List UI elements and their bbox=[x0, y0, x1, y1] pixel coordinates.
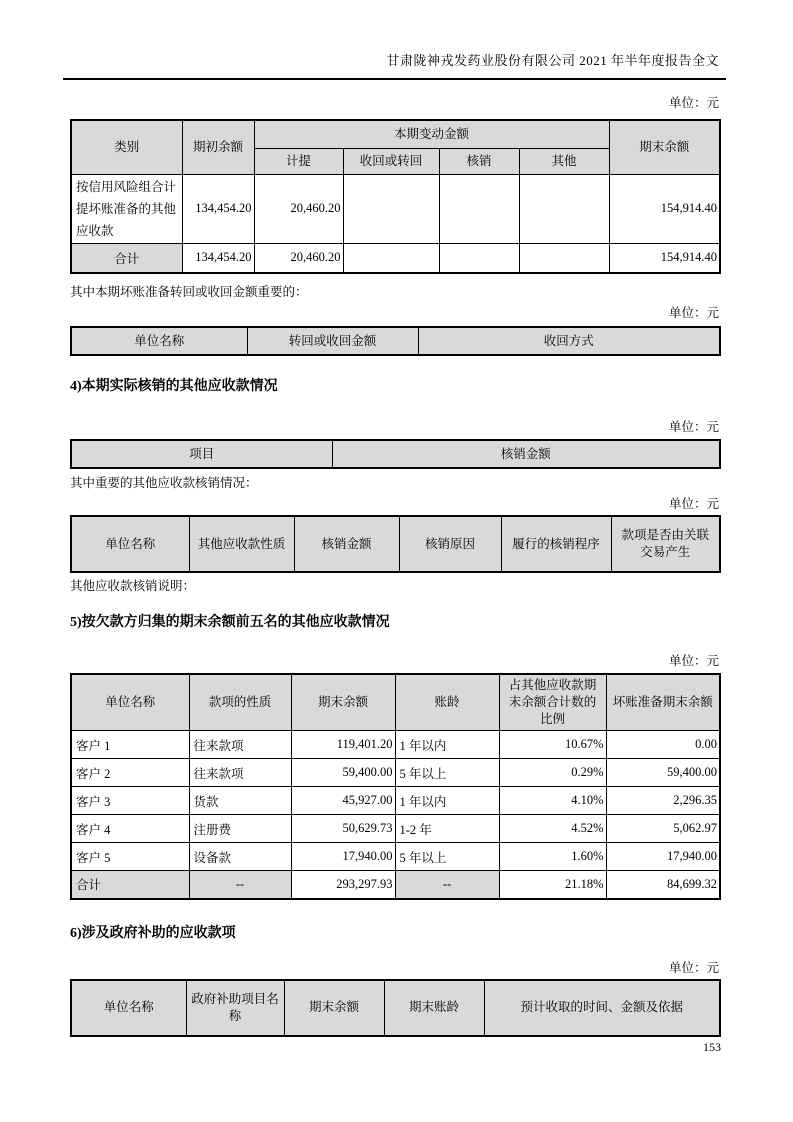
cell-other bbox=[519, 243, 609, 273]
cell-proportion: 10.67% bbox=[499, 731, 606, 759]
unit-label: 单位：元 bbox=[668, 306, 719, 320]
cell-nature: 往来款项 bbox=[189, 759, 291, 787]
section-6-heading: 6)涉及政府补助的应收款项 bbox=[70, 925, 236, 941]
col-header: 核销原因 bbox=[399, 516, 501, 572]
table-row bbox=[71, 174, 720, 243]
cell-proportion: 1.60% bbox=[499, 843, 606, 871]
col-header-group: 本期变动金额 bbox=[254, 120, 609, 148]
cell-balance: 17,940.00 bbox=[291, 843, 395, 871]
table-header-row bbox=[71, 440, 720, 468]
col-header: 账龄 bbox=[395, 674, 499, 731]
cell-closing: 154,914.40 bbox=[609, 243, 720, 273]
cell-proportion: 21.18% bbox=[499, 871, 606, 899]
col-header: 单位名称 bbox=[71, 674, 189, 731]
col-header: 收回方式 bbox=[418, 327, 720, 355]
cell-aging: 1-2 年 bbox=[395, 815, 499, 843]
cell-opening: 134,454.20 bbox=[182, 243, 254, 273]
col-header: 类别 bbox=[71, 120, 182, 174]
col-header: 预计收取的时间、金额及依据 bbox=[484, 980, 720, 1036]
col-header: 核销 bbox=[439, 148, 519, 174]
cell-aging: 1 年以内 bbox=[395, 787, 499, 815]
reversal-note-text: 其中本期坏账准备转回或收回金额重要的： bbox=[70, 285, 308, 299]
cell-customer: 客户 3 bbox=[71, 787, 189, 815]
table-total-row bbox=[71, 871, 720, 899]
cell-customer: 客户 4 bbox=[71, 815, 189, 843]
cell-provision: 2,296.35 bbox=[606, 787, 720, 815]
header-divider bbox=[63, 78, 726, 80]
cell-opening: 134,454.20 bbox=[182, 174, 254, 243]
col-header: 计提 bbox=[254, 148, 343, 174]
col-header: 其他应收款性质 bbox=[189, 516, 294, 572]
page-number: 153 bbox=[703, 1040, 721, 1054]
cell-closing: 154,914.40 bbox=[609, 174, 720, 243]
cell-balance: 45,927.00 bbox=[291, 787, 395, 815]
cell-proportion: 4.52% bbox=[499, 815, 606, 843]
col-header: 期末账龄 bbox=[384, 980, 484, 1036]
table-row bbox=[71, 731, 720, 759]
table-row bbox=[71, 787, 720, 815]
unit-label: 单位：元 bbox=[668, 960, 719, 975]
cell-customer: 客户 1 bbox=[71, 731, 189, 759]
section-5-heading: 5)按欠款方归集的期末余额前五名的其他应收款情况 bbox=[70, 615, 390, 630]
cell-total-label: 合计 bbox=[71, 243, 182, 273]
cell-provision: 84,699.32 bbox=[606, 871, 720, 899]
cell-recover bbox=[343, 243, 439, 273]
col-header: 项目 bbox=[71, 440, 332, 468]
table-header-row bbox=[71, 327, 720, 355]
col-header: 政府补助项目名称 bbox=[186, 980, 284, 1036]
cell-balance: 119,401.20 bbox=[291, 731, 395, 759]
col-header: 单位名称 bbox=[71, 516, 189, 572]
cell-provision: 59,400.00 bbox=[606, 759, 720, 787]
table-header-row bbox=[71, 674, 720, 731]
cell-aging: 1 年以内 bbox=[395, 731, 499, 759]
cell-writeoff bbox=[439, 243, 519, 273]
cell-provision: 0.00 bbox=[606, 731, 720, 759]
col-header: 款项是否由关联交易产生 bbox=[611, 516, 720, 572]
col-header: 核销金额 bbox=[294, 516, 399, 572]
col-header: 期末余额 bbox=[284, 980, 384, 1036]
table-row bbox=[71, 815, 720, 843]
reversal-recovery-table bbox=[70, 326, 721, 356]
cell-nature: 注册费 bbox=[189, 815, 291, 843]
cell-provision: 5,062.97 bbox=[606, 815, 720, 843]
table-row bbox=[71, 759, 720, 787]
cell-customer: 客户 5 bbox=[71, 843, 189, 871]
table-row bbox=[71, 843, 720, 871]
unit-label: 单位：元 bbox=[668, 420, 719, 434]
table-header-row bbox=[71, 980, 720, 1036]
document-header-title: 甘肃陇神戎发药业股份有限公司 2021 年半年度报告全文 bbox=[386, 53, 719, 68]
cell-nature: 往来款项 bbox=[189, 731, 291, 759]
unit-label: 单位：元 bbox=[668, 497, 719, 511]
cell-nature: 货款 bbox=[189, 787, 291, 815]
government-subsidy-table bbox=[70, 979, 721, 1037]
cell-recover bbox=[343, 174, 439, 243]
col-header: 转回或收回金额 bbox=[247, 327, 418, 355]
col-header: 期初余额 bbox=[182, 120, 254, 174]
table-total-row bbox=[71, 243, 720, 273]
important-writeoff-table bbox=[70, 515, 721, 573]
cell-proportion: 0.29% bbox=[499, 759, 606, 787]
cell-provision: 17,940.00 bbox=[606, 843, 720, 871]
section-4-heading: 4)本期实际核销的其他应收款情况 bbox=[70, 379, 278, 394]
table-header-row bbox=[71, 120, 720, 148]
col-header: 款项的性质 bbox=[189, 674, 291, 731]
cell-proportion: 4.10% bbox=[499, 787, 606, 815]
unit-label: 单位：元 bbox=[668, 654, 719, 668]
col-header: 单位名称 bbox=[71, 980, 186, 1036]
cell-aging: 5 年以上 bbox=[395, 759, 499, 787]
cell-category: 按信用风险组合计提坏账准备的其他应收款 bbox=[71, 174, 182, 243]
col-header: 履行的核销程序 bbox=[501, 516, 611, 572]
cell-aging: 5 年以上 bbox=[395, 843, 499, 871]
cell-aging: -- bbox=[395, 871, 499, 899]
col-header: 其他 bbox=[519, 148, 609, 174]
cell-nature: 设备款 bbox=[189, 843, 291, 871]
col-header: 单位名称 bbox=[71, 327, 247, 355]
writeoff-note-text: 其中重要的其他应收款核销情况： bbox=[70, 476, 258, 490]
cell-provision: 20,460.20 bbox=[254, 174, 343, 243]
writeoff-desc-text: 其他应收款核销说明： bbox=[70, 579, 196, 593]
cell-provision: 20,460.20 bbox=[254, 243, 343, 273]
table-header-row bbox=[71, 516, 720, 572]
col-header: 占其他应收款期末余额合计数的比例 bbox=[499, 674, 606, 731]
bad-debt-provision-table bbox=[70, 119, 721, 274]
col-header: 坏账准备期末余额 bbox=[606, 674, 720, 731]
unit-label: 单位：元 bbox=[668, 96, 719, 110]
col-header: 核销金额 bbox=[332, 440, 720, 468]
cell-balance: 59,400.00 bbox=[291, 759, 395, 787]
col-header: 收回或转回 bbox=[343, 148, 439, 174]
cell-writeoff bbox=[439, 174, 519, 243]
top-five-receivables-table bbox=[70, 673, 721, 900]
cell-nature: -- bbox=[189, 871, 291, 899]
cell-balance: 293,297.93 bbox=[291, 871, 395, 899]
cell-customer: 客户 2 bbox=[71, 759, 189, 787]
col-header: 期末余额 bbox=[291, 674, 395, 731]
col-header: 期末余额 bbox=[609, 120, 720, 174]
cell-total-label: 合计 bbox=[71, 871, 189, 899]
cell-other bbox=[519, 174, 609, 243]
cell-balance: 50,629.73 bbox=[291, 815, 395, 843]
writeoff-table bbox=[70, 439, 721, 469]
